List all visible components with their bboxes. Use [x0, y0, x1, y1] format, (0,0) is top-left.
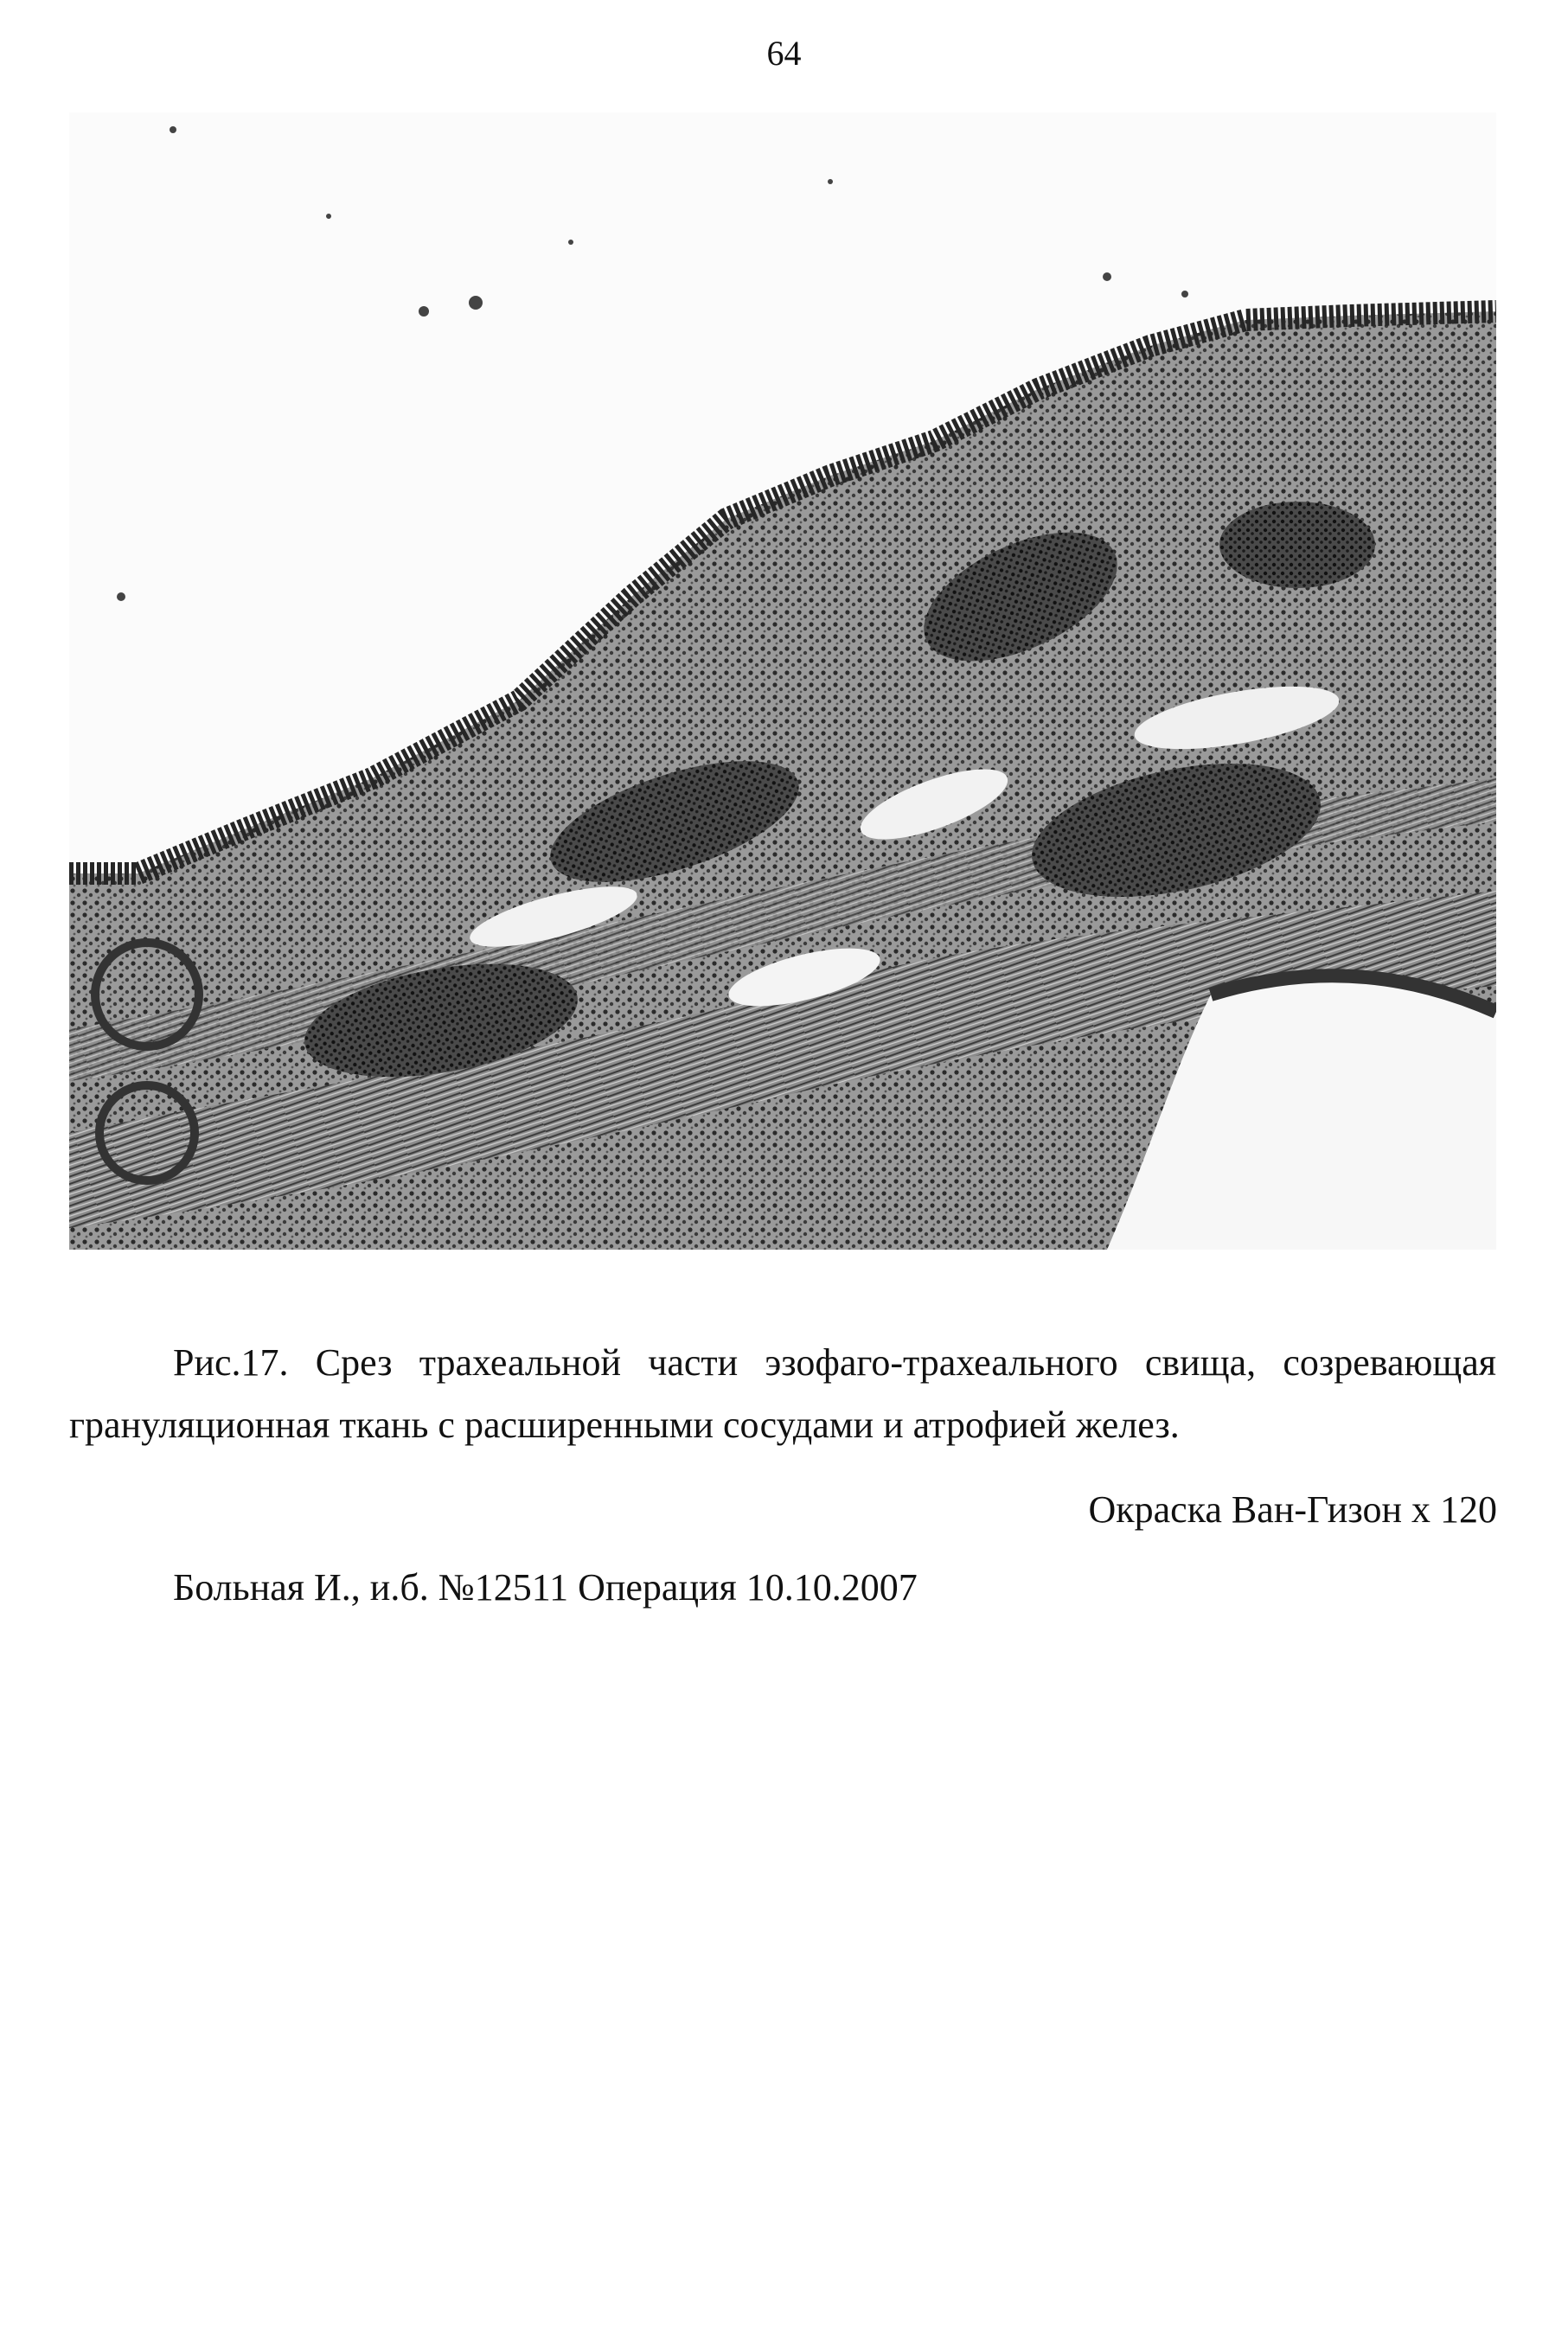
page-number: 64 [766, 34, 802, 73]
histology-micrograph [69, 112, 1496, 1250]
caption-text: Рис.17. Срез трахеальной части эзофаго-трахеального свища, созревающая грануляционная ткань с расширенными сосудами и атрофией желез. [69, 1341, 1496, 1446]
stain-note: Окраска Ван-Гизон х 120 [1088, 1488, 1497, 1531]
patient-note: Больная И., и.б. №12511 Операция 10.10.2007 [173, 1566, 918, 1609]
figure-caption [69, 1332, 1496, 1456]
